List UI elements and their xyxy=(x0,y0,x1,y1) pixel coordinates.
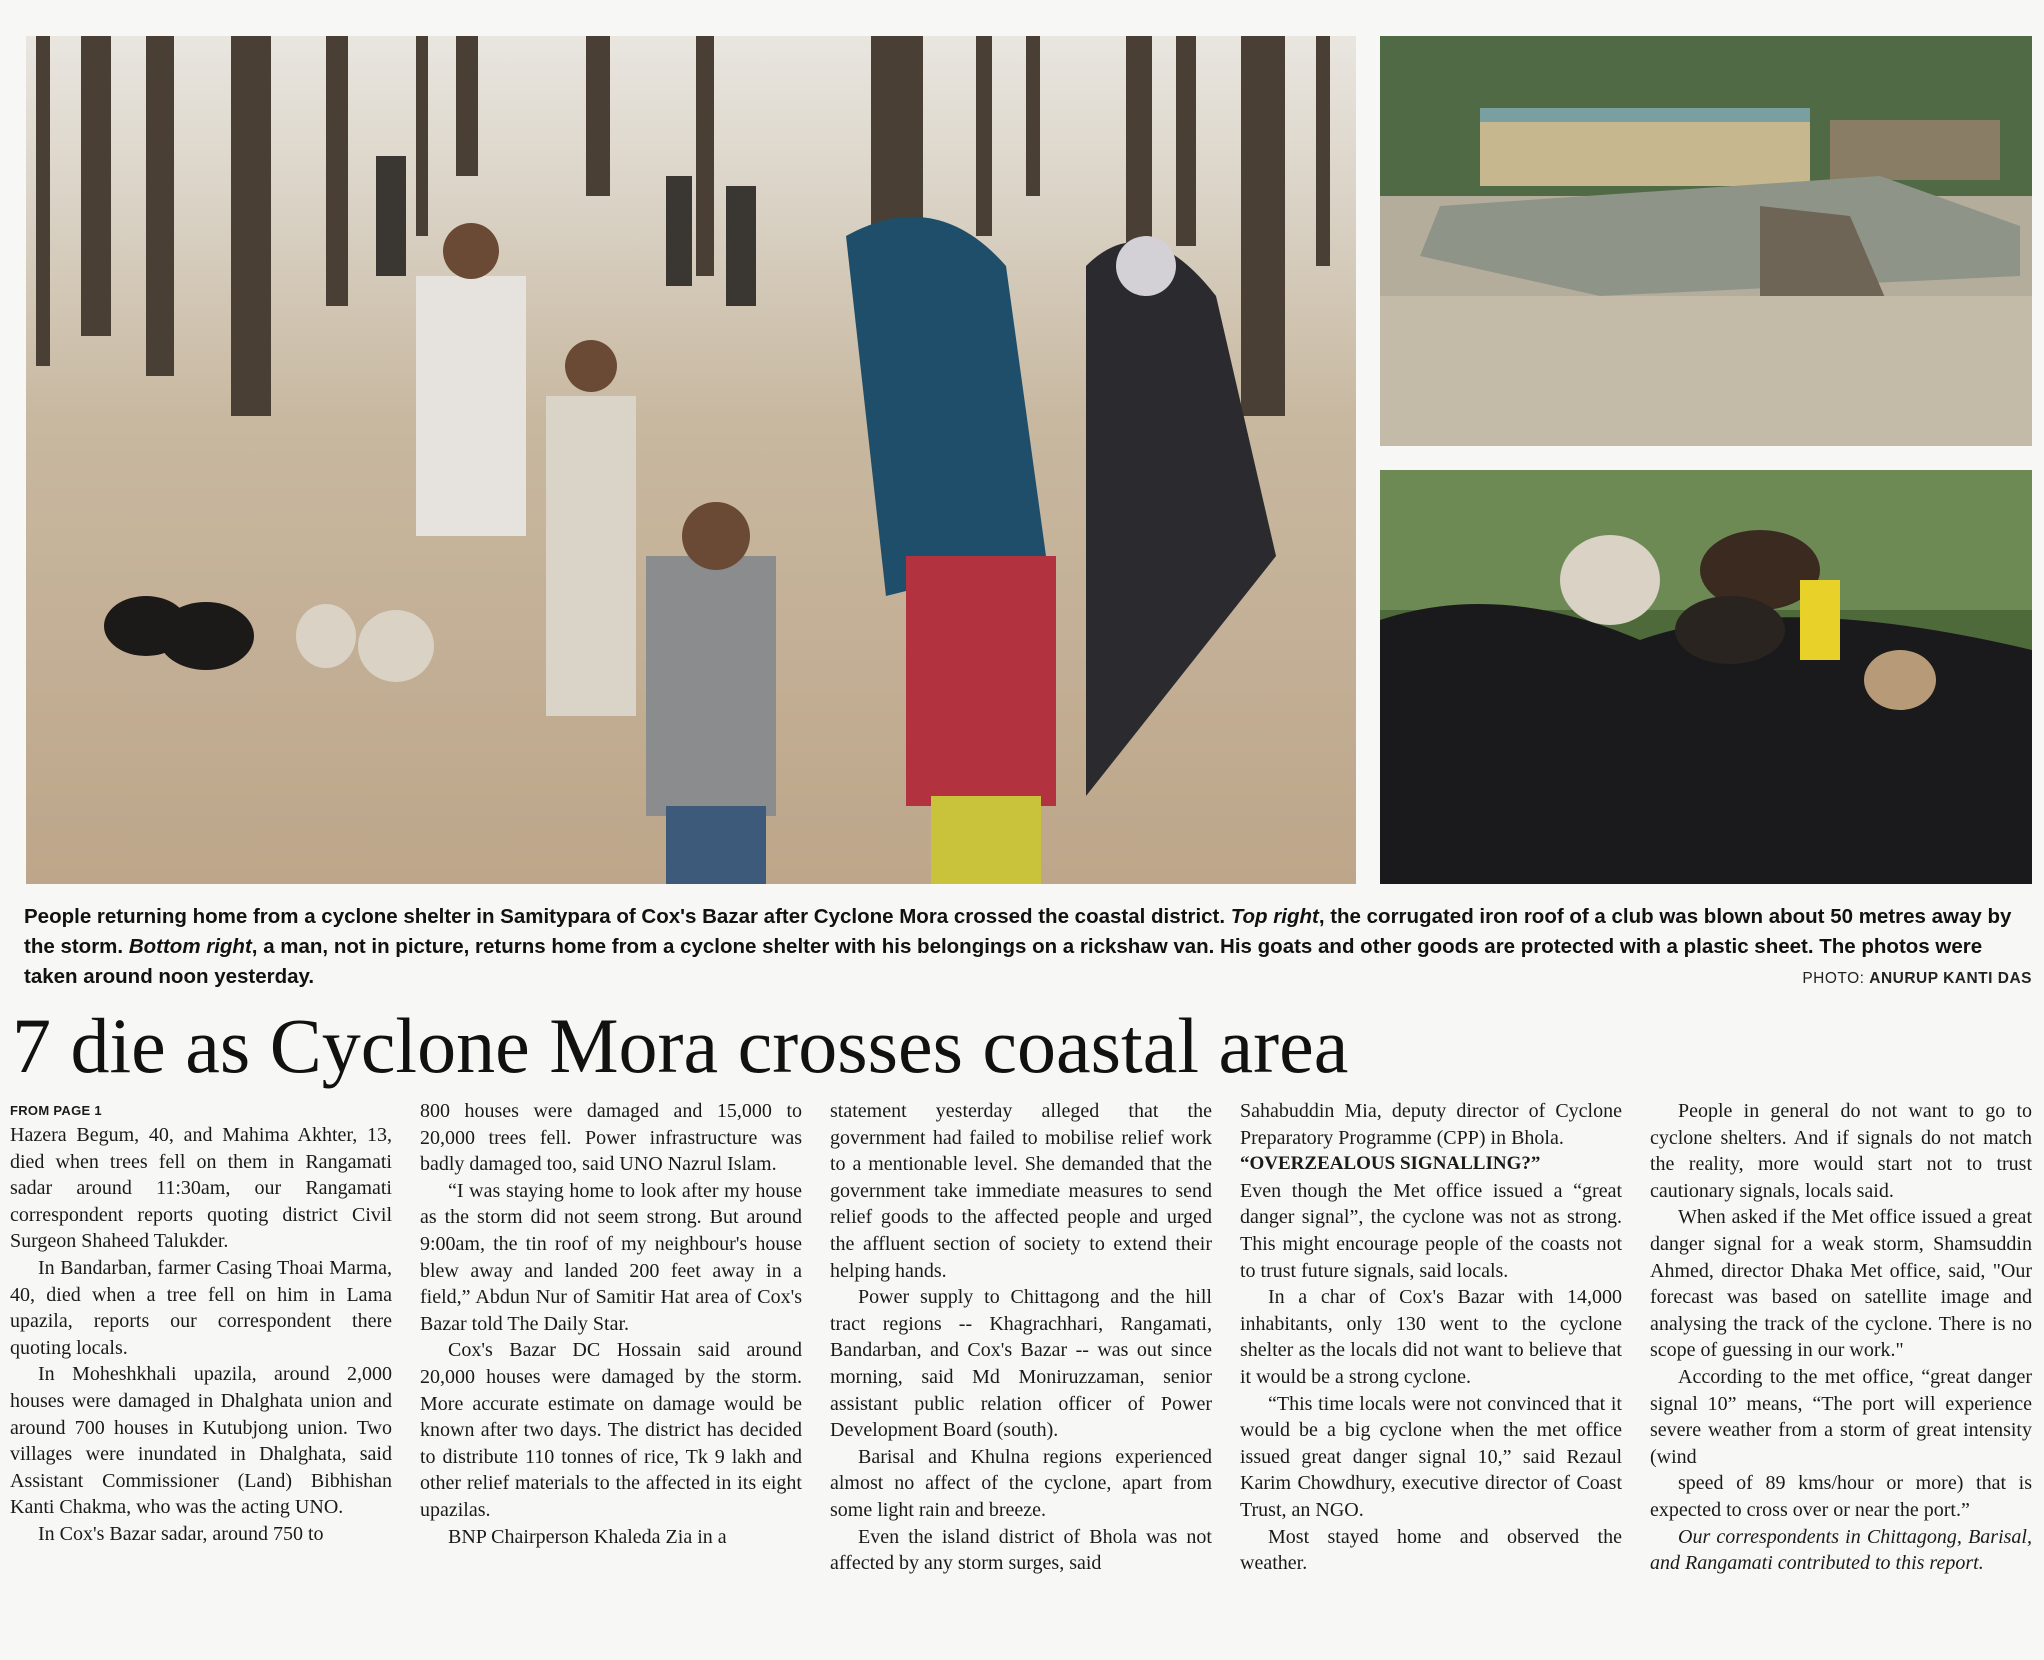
paragraph: speed of 89 kms/hour or more) that is expected to cross over or near the port.” xyxy=(1650,1472,2032,1521)
caption-part3: , a man, not in picture, returns home from a cyclone shelter with his belongings on a rickshaw van. His goats and other goods are protected with a plastic sheet. The photos were taken around noon yesterday. xyxy=(24,935,1983,988)
photo-credit-label: PHOTO: xyxy=(1802,970,1865,987)
paragraph: BNP Chairperson Khaleda Zia in a xyxy=(448,1525,727,1548)
paragraph: In Moheshkhali upazila, around 2,000 houses were damaged in Dhalghata union and around 700 houses in Kutubjong union. Two villages were inundated in Dhalghata, said Assistant Commissioner (Land) Bibhishan Kanti Chakma, who was the acting UNO. xyxy=(10,1363,392,1519)
article-column-1 xyxy=(10,1098,392,1653)
paragraph: Sahabuddin Mia, deputy director of Cyclone Preparatory Programme (CPP) in Bhola. xyxy=(1240,1100,1622,1149)
paragraph: Most stayed home and observed the weather. xyxy=(1240,1525,1622,1575)
article-column-3 xyxy=(830,1098,1212,1653)
caption-bottom-right-label: Bottom right xyxy=(128,935,252,958)
bottom-right-photo xyxy=(1380,470,2032,884)
paragraph: statement yesterday alleged that the government had failed to mobilise relief work to a mentionable level. She demanded that the government take immediate measures to send relief goods to the affected people and urged the affluent section of society to extend their helping hands. xyxy=(830,1100,1212,1282)
paragraph: Power supply to Chittagong and the hill tract regions -- Khagrachhari, Rangamati, Bandarban, and Cox's Bazar -- was out since morning, said Md Moniruzzaman, senior assistant public relation officer of Power Development Board (south). xyxy=(830,1286,1212,1442)
paragraph: “This time locals were not convinced that it would be a big cyclone when the met office issued great danger signal 10,” said Rezaul Karim Chowdhury, executive director of Coast Trust, an NGO. xyxy=(1240,1392,1622,1521)
main-photo xyxy=(26,36,1356,884)
from-page-kicker: FROM PAGE 1 xyxy=(10,1103,102,1118)
article-column-2 xyxy=(420,1098,802,1653)
paragraph: Even the island district of Bhola was not affected by any storm surges, said xyxy=(830,1525,1212,1575)
paragraph: Cox's Bazar DC Hossain said around 20,000 houses were damaged by the storm. More accurate estimate on damage would be known after two days. The district has decided to distribute 110 tonnes of rice, Tk 9 lakh and other relief materials to the affected in its eight upazilas. xyxy=(420,1339,802,1521)
contributor-note: Our correspondents in Chittagong, Barisal, and Rangamati contributed to this report. xyxy=(1650,1525,2032,1575)
paragraph: People in general do not want to go to cyclone shelters. And if signals do not match the reality, more would start not to trust cautionary signals, locals said. xyxy=(1650,1100,2032,1202)
caption-part1: People returning home from a cyclone shelter in Samitypara of Cox's Bazar after Cyclone Mora crossed the coastal district. xyxy=(24,905,1226,928)
caption-part2: , the corrugated iron roof of a club was blown about 50 metres away by the storm. xyxy=(24,905,2012,958)
paragraph: In a char of Cox's Bazar with 14,000 inhabitants, only 130 went to the cyclone shelter as the locals did not want to believe that it would be a strong cyclone. xyxy=(1240,1286,1622,1388)
paragraph: In Bandarban, farmer Casing Thoai Marma, 40, died when a tree fell on him in Lama upazila, reports our correspondent there quoting locals. xyxy=(10,1256,392,1359)
paragraph: Barisal and Khulna regions experienced almost no affect of the cyclone, apart from some light rain and breeze. xyxy=(830,1445,1212,1521)
photo-caption xyxy=(24,902,2034,992)
photo-credit xyxy=(1802,970,2032,988)
article-column-5 xyxy=(1650,1098,2032,1653)
top-right-photo xyxy=(1380,36,2032,446)
article-column-4 xyxy=(1240,1098,1622,1653)
paragraph: “I was staying home to look after my house as the storm did not seem strong. But around 9:00am, the tin roof of my neighbour's house blew away and landed 200 feet away in a field,” Abdun Nur of Samitir Hat area of Cox's Bazar told The Daily Star. xyxy=(420,1179,802,1335)
photo-credit-name: ANURUP KANTI DAS xyxy=(1869,970,2032,987)
headline: 7 die as Cyclone Mora crosses coastal area xyxy=(12,1002,1349,1089)
section-subhead: “OVERZEALOUS SIGNALLING?” xyxy=(1240,1153,1541,1175)
caption-top-right-label: Top right xyxy=(1230,905,1319,928)
paragraph: In Cox's Bazar sadar, around 750 to xyxy=(38,1522,324,1545)
paragraph: According to the met office, “great danger signal 10” means, “The port will experience severe weather from a storm of great intensity (wind xyxy=(1650,1365,2032,1468)
paragraph: 800 houses were damaged and 15,000 to 20,000 trees fell. Power infrastructure was badly damaged too, said UNO Nazrul Islam. xyxy=(420,1100,802,1176)
paragraph: When asked if the Met office issued a great danger signal for a weak storm, Shamsuddin Ahmed, director Dhaka Met office, said, "Our forecast was based on satellite image and analysing the track of the cyclone. There is no scope of guessing in our work." xyxy=(1650,1206,2032,1362)
paragraph: Even though the Met office issued a “great danger signal”, the cyclone was not as strong. This might encourage people of the coasts not to trust future signals, said locals. xyxy=(1240,1179,1622,1282)
paragraph: Hazera Begum, 40, and Mahima Akhter, 13, died when trees fell on them in Rangamati sadar around 11:30am, our Rangamati correspondent reports quoting district Civil Surgeon Shaheed Talukder. xyxy=(10,1124,392,1253)
